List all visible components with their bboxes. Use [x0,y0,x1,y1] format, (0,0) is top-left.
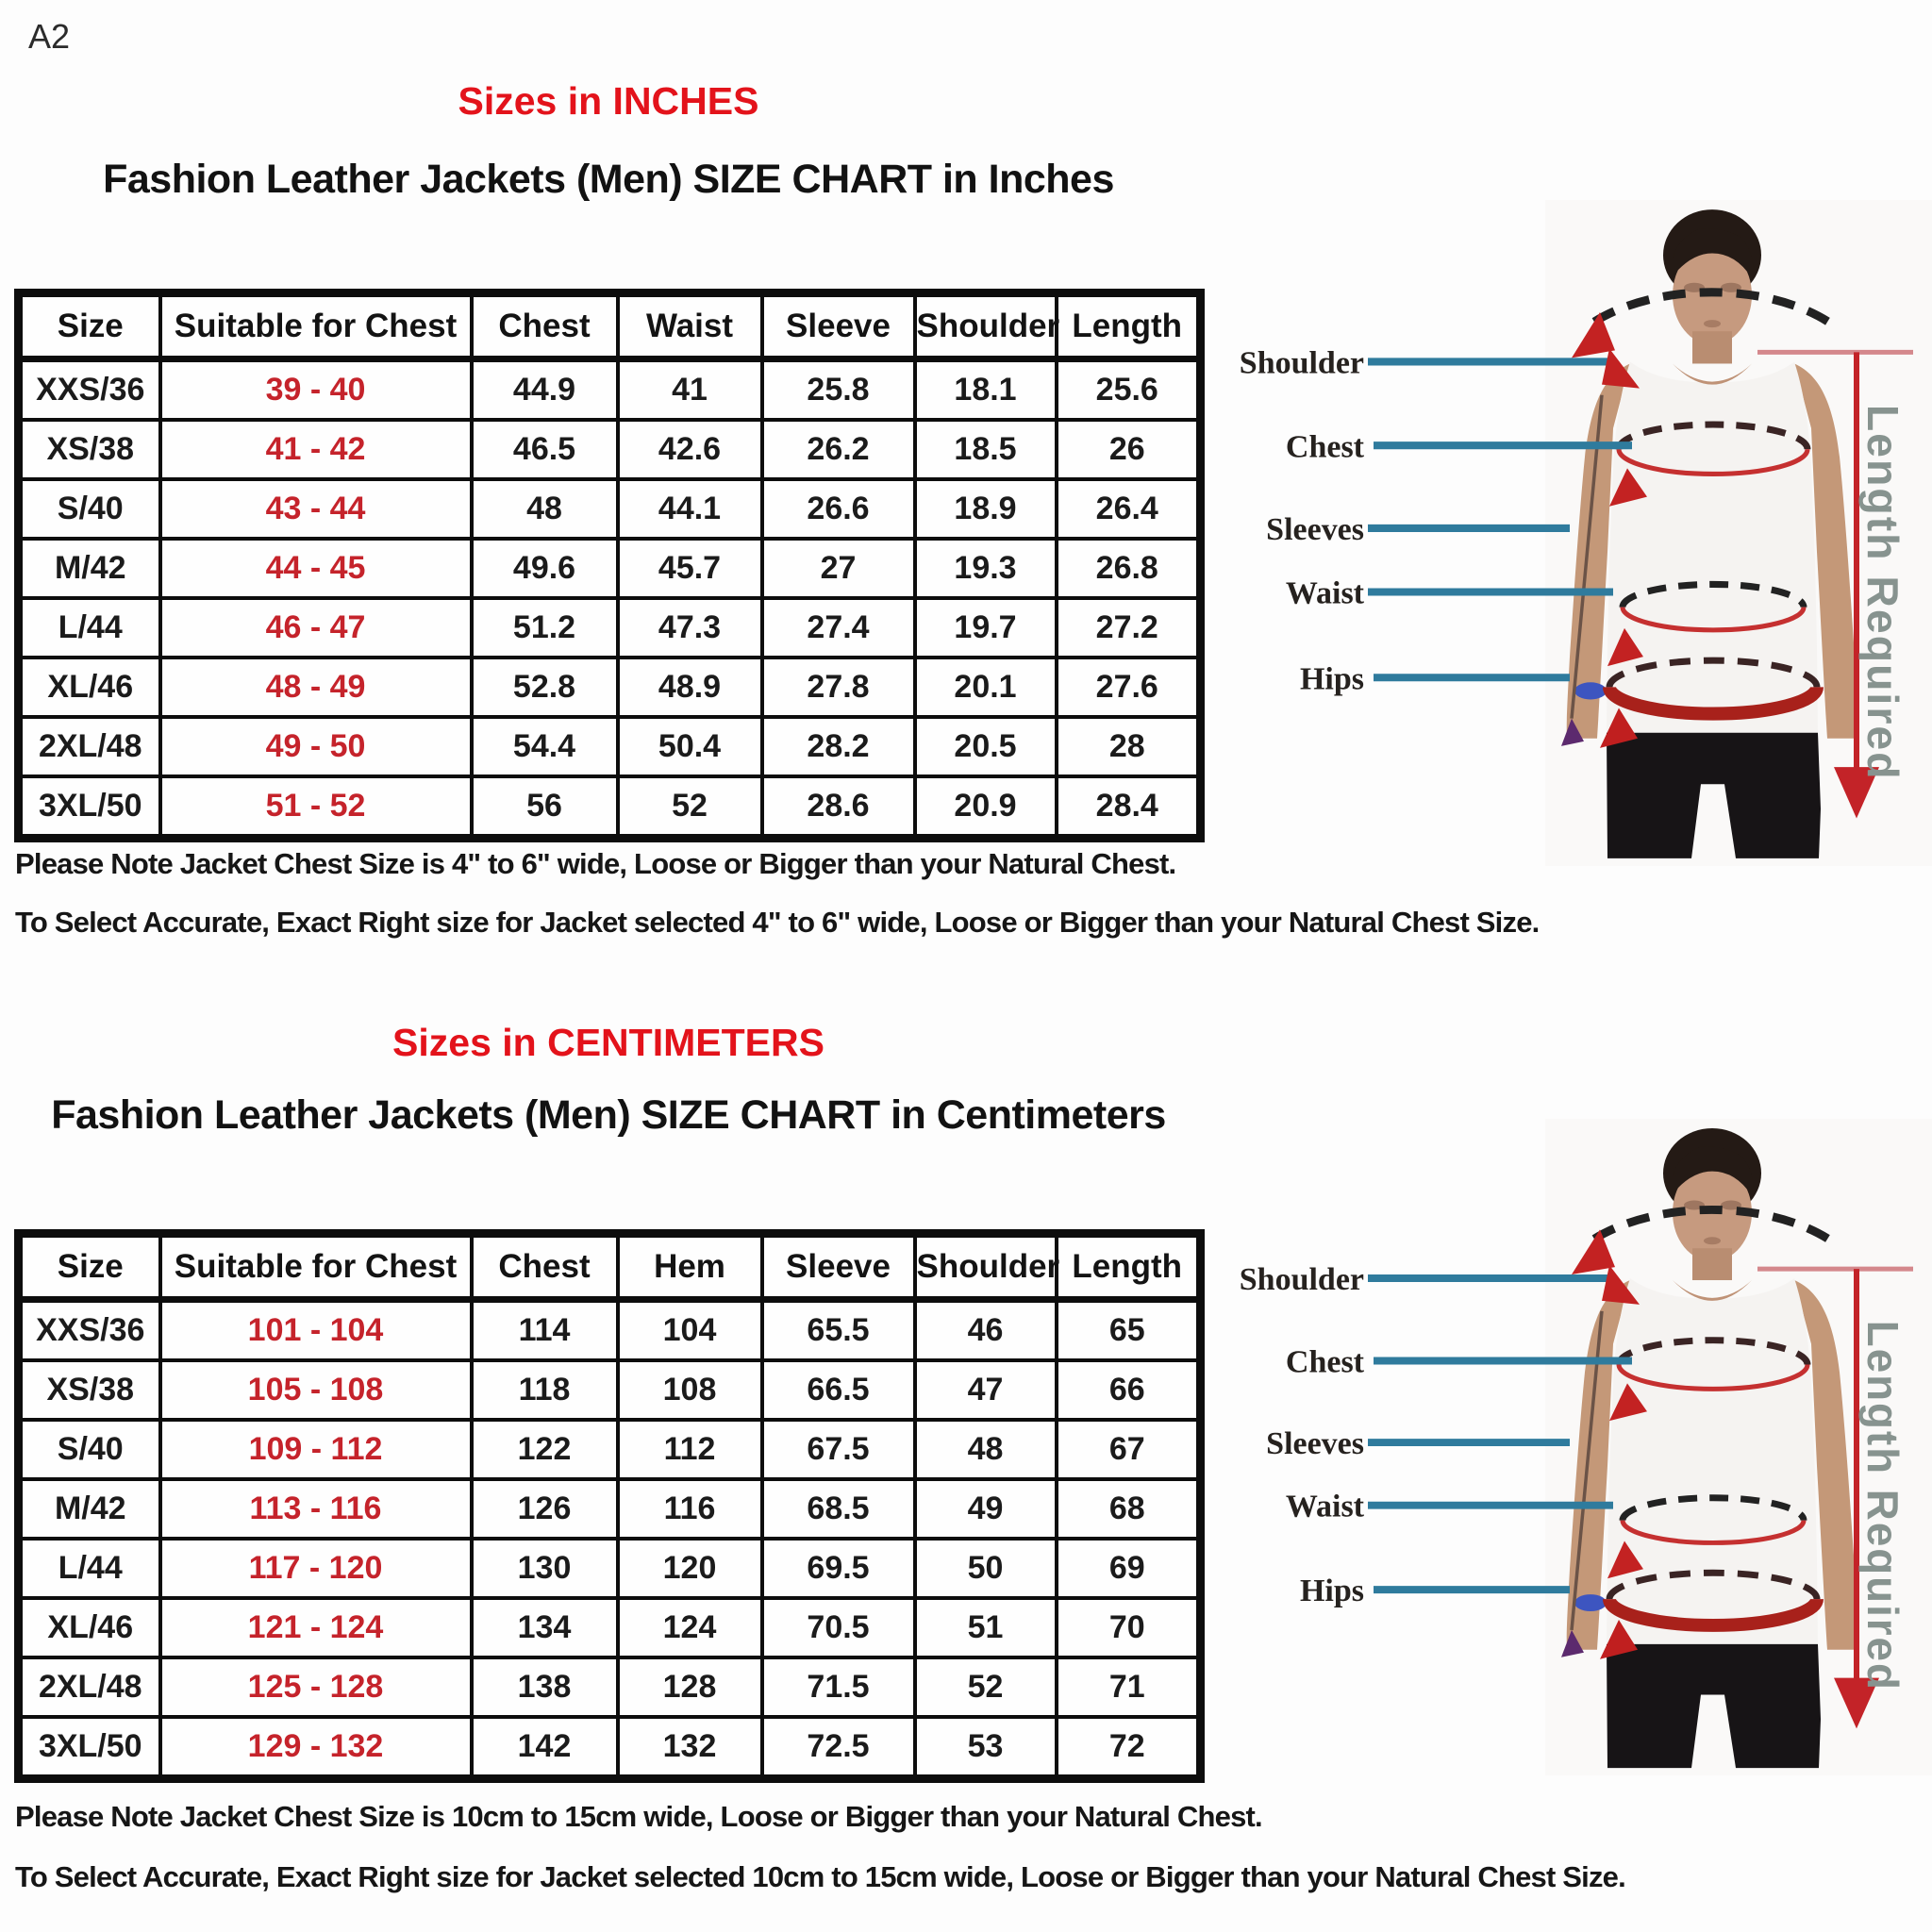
size-cell: XS/38 [19,420,160,479]
table-row [19,598,1201,658]
inches-note-1: Please Note Jacket Chest Size is 4" to 6" wide, Loose or Bigger than your Natural Chest. [15,847,1176,880]
table-cell: 114 [472,1300,618,1361]
table-cell: 54.4 [472,717,618,776]
table-cell: 138 [472,1657,618,1717]
table-cell: 105 - 108 [160,1360,472,1420]
table-cell: 116 [618,1479,762,1539]
table-cell: 126 [472,1479,618,1539]
table-row [19,1598,1201,1657]
table-cell: 124 [618,1598,762,1657]
table-cell: 120 [618,1539,762,1598]
table-row [19,1479,1201,1539]
table-cell: 70.5 [762,1598,915,1657]
table-cell: 43 - 44 [160,479,472,539]
table-cell: 122 [472,1420,618,1479]
table-cell: 65.5 [762,1300,915,1361]
table-cell: 142 [472,1717,618,1779]
table-row [19,776,1201,839]
table-cell: 28.6 [762,776,915,839]
measurement-figure-centimeters [1158,1119,1932,1781]
table-cell: 28.4 [1057,776,1201,839]
table-cell: 27 [762,539,915,598]
table-cell: 49.6 [472,539,618,598]
table-cell: 134 [472,1598,618,1657]
table-cell: 48 - 49 [160,658,472,717]
table-cell: 18.1 [915,359,1057,421]
table-cell: 44 - 45 [160,539,472,598]
table-cell: 26.8 [1057,539,1201,598]
table-cell: 49 - 50 [160,717,472,776]
table-cell: 108 [618,1360,762,1420]
table-cell: 69 [1057,1539,1201,1598]
table-cell: 25.8 [762,359,915,421]
table-cell: 20.5 [915,717,1057,776]
table-cell: 113 - 116 [160,1479,472,1539]
table-row [19,1420,1201,1479]
measurement-figure-inches [1158,200,1932,872]
table-cell: 26.6 [762,479,915,539]
table-cell: 67.5 [762,1420,915,1479]
column-header: Chest [472,1234,618,1300]
figure-label-hips: Hips [1299,661,1364,697]
table-cell: 130 [472,1539,618,1598]
figure-label-chest: Chest [1285,429,1364,465]
table-row [19,717,1201,776]
inches-note-2: To Select Accurate, Exact Right size for Jacket selected 4" to 6" wide, Loose or Bigger than your Natural Chest Size. [15,906,1540,939]
column-header: Hem [618,1234,762,1300]
table-row [19,1300,1201,1361]
table-cell: 26.4 [1057,479,1201,539]
table-cell: 27.8 [762,658,915,717]
table-row [19,539,1201,598]
table-cell: 68 [1057,1479,1201,1539]
table-cell: 50.4 [618,717,762,776]
header-row [19,293,1201,359]
centimeters-note-2: To Select Accurate, Exact Right size for Jacket selected 10cm to 15cm wide, Loose or Bigger than your Natural Chest Size. [15,1860,1625,1893]
table-cell: 27.6 [1057,658,1201,717]
size-table-centimeters [14,1229,1205,1783]
table-cell: 66 [1057,1360,1201,1420]
wristband [1574,682,1607,699]
table-cell: 27.4 [762,598,915,658]
column-header: Sleeve [762,293,915,359]
table-cell: 69.5 [762,1539,915,1598]
column-header: Waist [618,293,762,359]
table-cell: 41 - 42 [160,420,472,479]
table-cell: 125 - 128 [160,1657,472,1717]
table-cell: 51 - 52 [160,776,472,839]
table-cell: 128 [618,1657,762,1717]
table-cell: 25.6 [1057,359,1201,421]
table-cell: 52.8 [472,658,618,717]
table-cell: 44.1 [618,479,762,539]
table-cell: 46 [915,1300,1057,1361]
table-cell: 71 [1057,1657,1201,1717]
table-row [19,479,1201,539]
table-cell: 19.3 [915,539,1057,598]
size-cell: XL/46 [19,658,160,717]
centimeters-title: Fashion Leather Jackets (Men) SIZE CHART in Centimeters [51,1092,1166,1138]
size-cell: XXS/36 [19,1300,160,1361]
wristband [1574,1594,1607,1611]
table-cell: 70 [1057,1598,1201,1657]
figure-label-sleeves: Sleeves [1266,1426,1364,1461]
table-cell: 27.2 [1057,598,1201,658]
table-cell: 41 [618,359,762,421]
column-header: Suitable for Chest [160,293,472,359]
table-cell: 118 [472,1360,618,1420]
table-row [19,1657,1201,1717]
table-cell: 104 [618,1300,762,1361]
column-header: Shoulder [915,293,1057,359]
figure-label-shoulder: Shoulder [1239,1262,1364,1297]
table-cell: 52 [915,1657,1057,1717]
table-cell: 19.7 [915,598,1057,658]
table-row [19,658,1201,717]
table-row [19,1717,1201,1779]
table-cell: 47.3 [618,598,762,658]
size-cell: L/44 [19,1539,160,1598]
centimeters-heading: Sizes in CENTIMETERS [392,1021,824,1064]
column-header: Chest [472,293,618,359]
table-cell: 28 [1057,717,1201,776]
figure-label-waist: Waist [1285,575,1364,611]
figure-length-label: Length Required [1857,1320,1908,1691]
size-table-inches [14,289,1205,842]
centimeters-note-1: Please Note Jacket Chest Size is 10cm to 15cm wide, Loose or Bigger than your Natural Chest. [15,1800,1262,1833]
figure-label-sleeves: Sleeves [1266,511,1364,548]
figure-label-waist: Waist [1285,1489,1364,1524]
size-cell: 3XL/50 [19,776,160,839]
size-cell: 2XL/48 [19,717,160,776]
table-cell: 20.1 [915,658,1057,717]
column-header: Suitable for Chest [160,1234,472,1300]
table-cell: 49 [915,1479,1057,1539]
figure-label-shoulder: Shoulder [1239,345,1364,381]
figure-length-label: Length Required [1858,404,1907,781]
table-cell: 18.9 [915,479,1057,539]
table-cell: 48 [472,479,618,539]
table-cell: 28.2 [762,717,915,776]
table-cell: 47 [915,1360,1057,1420]
column-header: Length [1057,293,1201,359]
table-cell: 48 [915,1420,1057,1479]
table-cell: 68.5 [762,1479,915,1539]
size-cell: XL/46 [19,1598,160,1657]
table-cell: 56 [472,776,618,839]
table-cell: 26 [1057,420,1201,479]
table-cell: 129 - 132 [160,1717,472,1779]
table-cell: 48.9 [618,658,762,717]
table-cell: 44.9 [472,359,618,421]
table-cell: 53 [915,1717,1057,1779]
table-cell: 67 [1057,1420,1201,1479]
table-cell: 65 [1057,1300,1201,1361]
column-header: Shoulder [915,1234,1057,1300]
table-cell: 18.5 [915,420,1057,479]
size-cell: L/44 [19,598,160,658]
table-cell: 51 [915,1598,1057,1657]
table-cell: 51.2 [472,598,618,658]
table-cell: 20.9 [915,776,1057,839]
size-cell: S/40 [19,479,160,539]
table-cell: 39 - 40 [160,359,472,421]
inches-heading: Sizes in INCHES [458,79,759,123]
table-cell: 45.7 [618,539,762,598]
inches-title: Fashion Leather Jackets (Men) SIZE CHART in Inches [103,157,1114,202]
column-header: Sleeve [762,1234,915,1300]
table-cell: 109 - 112 [160,1420,472,1479]
table-cell: 117 - 120 [160,1539,472,1598]
table-cell: 72 [1057,1717,1201,1779]
table-row [19,1360,1201,1420]
size-cell: 2XL/48 [19,1657,160,1717]
table-cell: 42.6 [618,420,762,479]
column-header: Size [19,1234,160,1300]
page-label: A2 [28,17,71,56]
table-row [19,420,1201,479]
size-cell: M/42 [19,1479,160,1539]
figure-label-chest: Chest [1285,1344,1364,1380]
column-header: Size [19,293,160,359]
table-row [19,359,1201,421]
size-cell: XXS/36 [19,359,160,421]
size-cell: 3XL/50 [19,1717,160,1779]
table-row [19,1539,1201,1598]
table-cell: 72.5 [762,1717,915,1779]
table-cell: 66.5 [762,1360,915,1420]
size-cell: S/40 [19,1420,160,1479]
table-cell: 121 - 124 [160,1598,472,1657]
figure-label-hips: Hips [1299,1574,1364,1609]
size-cell: M/42 [19,539,160,598]
size-cell: XS/38 [19,1360,160,1420]
table-cell: 46 - 47 [160,598,472,658]
header-row [19,1234,1201,1300]
table-cell: 52 [618,776,762,839]
table-cell: 50 [915,1539,1057,1598]
column-header: Length [1057,1234,1201,1300]
table-cell: 101 - 104 [160,1300,472,1361]
table-cell: 112 [618,1420,762,1479]
table-cell: 132 [618,1717,762,1779]
table-cell: 71.5 [762,1657,915,1717]
table-cell: 26.2 [762,420,915,479]
table-cell: 46.5 [472,420,618,479]
